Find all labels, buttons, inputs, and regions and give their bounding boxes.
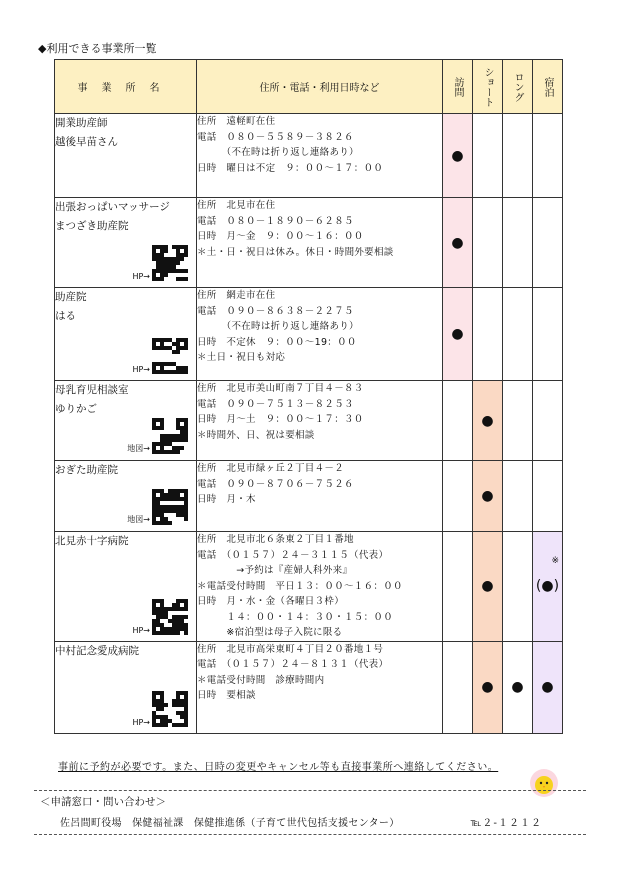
service-visit-cell (443, 461, 473, 532)
facility-table (54, 59, 563, 734)
service-stay-mark: (●) (535, 578, 560, 595)
qr-code-icon[interactable] (152, 418, 188, 454)
qr-label: 地図→ (127, 444, 150, 453)
service-short-cell (473, 114, 503, 198)
service-stay-cell (533, 532, 563, 642)
service-short-mark: ● (481, 412, 494, 429)
contact-tel: ℡２-１２１２ (470, 818, 542, 829)
facility-name: ゆりかご (55, 403, 97, 415)
facility-name-cell (55, 198, 197, 288)
info-line: 住所 北見市美山町南７丁目４－８３ (197, 383, 364, 394)
info-line: 日時 月・木 (197, 494, 256, 505)
facility-row (55, 381, 563, 461)
qr-link[interactable] (132, 338, 188, 374)
info-line: 日時 月～土 ９：００～１７：３０ (197, 414, 364, 425)
service-visit-mark: ● (451, 234, 464, 251)
contact-title: ＜申請窓口・問い合わせ＞ (40, 796, 166, 808)
service-short-mark: ● (481, 679, 494, 695)
facility-row (55, 114, 563, 198)
qr-link[interactable] (132, 691, 188, 727)
facility-name-cell (55, 641, 197, 733)
service-visit-cell (443, 641, 473, 733)
stay-note-mark: ※ (551, 556, 559, 566)
qr-link[interactable] (127, 489, 188, 525)
qr-code-icon[interactable] (152, 489, 188, 525)
qr-label: 地図→ (127, 515, 150, 524)
info-line: 日時 月・水・金（各曜日３枠） (197, 596, 345, 607)
qr-code-icon[interactable] (152, 245, 188, 281)
header-long-label: ロング (512, 71, 523, 102)
header-long (503, 60, 533, 114)
info-line: ※宿泊型は母子入院に限る (197, 627, 343, 638)
facility-name-cell (55, 114, 197, 198)
service-stay-cell (533, 461, 563, 532)
info-line: 電話 ０９０－７５１３－８２５３ (197, 398, 354, 410)
info-line: ＊時間外、日、祝は要相談 (197, 429, 315, 441)
qr-link[interactable] (132, 599, 188, 635)
reservation-note: 事前に予約が必要です。また、日時の変更やキャンセル等も直接事業所へ連絡してください。 (58, 762, 499, 773)
qr-label: HP→ (132, 717, 150, 727)
header-stay-label: 宿泊 (542, 76, 553, 97)
header-short (473, 60, 503, 114)
service-short-cell (473, 532, 503, 642)
facility-name-cell (55, 532, 197, 642)
qr-code-icon[interactable] (152, 599, 188, 635)
facility-info-cell (197, 114, 443, 198)
info-line: 電話 ０８０－５５８９－３８２６ (197, 131, 354, 143)
info-line: ＊電話受付時間 診療時間内 (197, 674, 325, 686)
facility-name: 中村記念愛成病院 (55, 644, 139, 657)
service-stay-cell (533, 381, 563, 461)
service-stay-cell (533, 198, 563, 288)
service-long-cell (503, 532, 533, 642)
qr-code-icon[interactable] (152, 691, 188, 727)
service-long-cell (503, 381, 533, 461)
facility-row (55, 198, 563, 288)
facility-row (55, 288, 563, 381)
service-long-cell (503, 288, 533, 381)
info-line: 日時 曜日は不定 ９：００～１７：００ (197, 162, 384, 174)
facility-row (55, 461, 563, 532)
service-short-cell (473, 198, 503, 288)
info-line: （不在時は折り返し連絡あり） (197, 321, 359, 332)
header-short-label: ショート (482, 66, 493, 107)
info-line: 住所 北見市緑ヶ丘２丁目４－２ (197, 463, 345, 474)
info-line: 日時 不定休 ９：００～19：００ (197, 336, 357, 348)
service-visit-mark: ● (451, 326, 464, 342)
facility-info-cell (197, 288, 443, 381)
info-line: ＊土・日・祝日は休み。休日・時間外要相談 (197, 246, 394, 258)
facility-name: おぎた助産院 (55, 464, 118, 476)
service-short-mark: ● (481, 488, 494, 504)
info-line: １４：００・１４：３０・１５：００ (197, 611, 394, 623)
qr-link[interactable] (127, 418, 188, 454)
facility-name: 母乳育児相談室 (55, 384, 129, 396)
info-line: 住所 遠軽町在住 (197, 116, 276, 127)
info-line: 住所 北見市北６条東２丁目１番地 (197, 534, 354, 545)
info-line: 住所 北見市在住 (197, 200, 276, 211)
service-long-cell (503, 641, 533, 733)
service-stay-mark: ● (541, 679, 554, 695)
info-line: 電話 （０１５７）２４－８１３１（代表） (197, 659, 389, 670)
facility-name: 出張おっぱいマッサージ (55, 201, 170, 213)
service-stay-cell (533, 288, 563, 381)
facility-name: 開業助産師 (55, 117, 108, 129)
service-long-mark: ● (511, 679, 524, 695)
service-long-cell (503, 114, 533, 198)
info-line: ＊電話受付時間 平日１３：００～１６：００ (197, 580, 403, 592)
header-visit (443, 60, 473, 114)
facility-info-cell (197, 381, 443, 461)
info-line: 電話 （０１５７）２４－３１１５（代表） (197, 549, 389, 561)
service-visit-cell (443, 198, 473, 288)
info-line: 電話 ０９０－８７０６－７５２６ (197, 478, 354, 490)
facility-name: 越後早苗さん (55, 136, 118, 148)
info-line: ＊土日・祝日も対応 (197, 352, 286, 363)
header-stay (533, 60, 563, 114)
facility-row (55, 532, 563, 642)
info-line: 電話 ０８０－１８９０－６２８５ (197, 215, 354, 227)
service-short-cell (473, 461, 503, 532)
service-visit-mark: ● (451, 147, 464, 164)
service-short-cell (473, 288, 503, 381)
facility-info-cell (197, 461, 443, 532)
info-line: 日時 月～金 ９：００～１６：００ (197, 231, 364, 242)
facility-name-cell (55, 461, 197, 532)
info-line: →予約は『産婦人科外来』 (197, 565, 353, 576)
header-visit-label: 訪問 (452, 76, 463, 97)
facility-row (55, 641, 563, 733)
service-short-mark: ● (481, 578, 494, 595)
qr-label: HP→ (132, 625, 150, 635)
contact-box (34, 790, 586, 835)
facility-name: 助産院 (55, 291, 87, 303)
service-visit-cell (443, 114, 473, 198)
facility-name-cell (55, 381, 197, 461)
info-line: 電話 ０９０－８６３８－２２７５ (197, 305, 354, 317)
page-heading: ◆利用できる事業所一覧 (38, 42, 157, 55)
table-header-row (55, 60, 563, 114)
facility-name-cell (55, 288, 197, 381)
service-visit-cell (443, 532, 473, 642)
service-short-cell (473, 641, 503, 733)
facility-name: まつざき助産院 (55, 220, 129, 232)
info-line: （不在時は折り返し連絡あり） (197, 147, 359, 158)
info-line: 住所 北見市高栄東町４丁目２０番地１号 (197, 643, 384, 655)
header-info: 住所・電話・利用日時など (197, 60, 443, 114)
info-line: 日時 要相談 (197, 690, 256, 701)
contact-office: 佐呂間町役場 保健福祉課 保健推進係（子育て世代包括支援センター） (60, 818, 400, 829)
service-long-cell (503, 198, 533, 288)
qr-label: HP→ (132, 365, 150, 374)
qr-label: HP→ (132, 272, 150, 281)
facility-info-cell (197, 198, 443, 288)
qr-link[interactable] (132, 245, 188, 281)
facility-name: はる (55, 310, 76, 322)
service-stay-cell (533, 641, 563, 733)
facility-info-cell (197, 532, 443, 642)
service-short-cell (473, 381, 503, 461)
service-stay-cell (533, 114, 563, 198)
info-line: 住所 網走市在住 (197, 290, 276, 301)
service-visit-cell (443, 288, 473, 381)
service-visit-cell (443, 381, 473, 461)
facility-info-cell (197, 641, 443, 733)
header-name: 事業所名 (55, 60, 197, 114)
qr-code-icon[interactable] (152, 338, 188, 374)
service-long-cell (503, 461, 533, 532)
facility-name: 北見赤十字病院 (55, 535, 129, 547)
